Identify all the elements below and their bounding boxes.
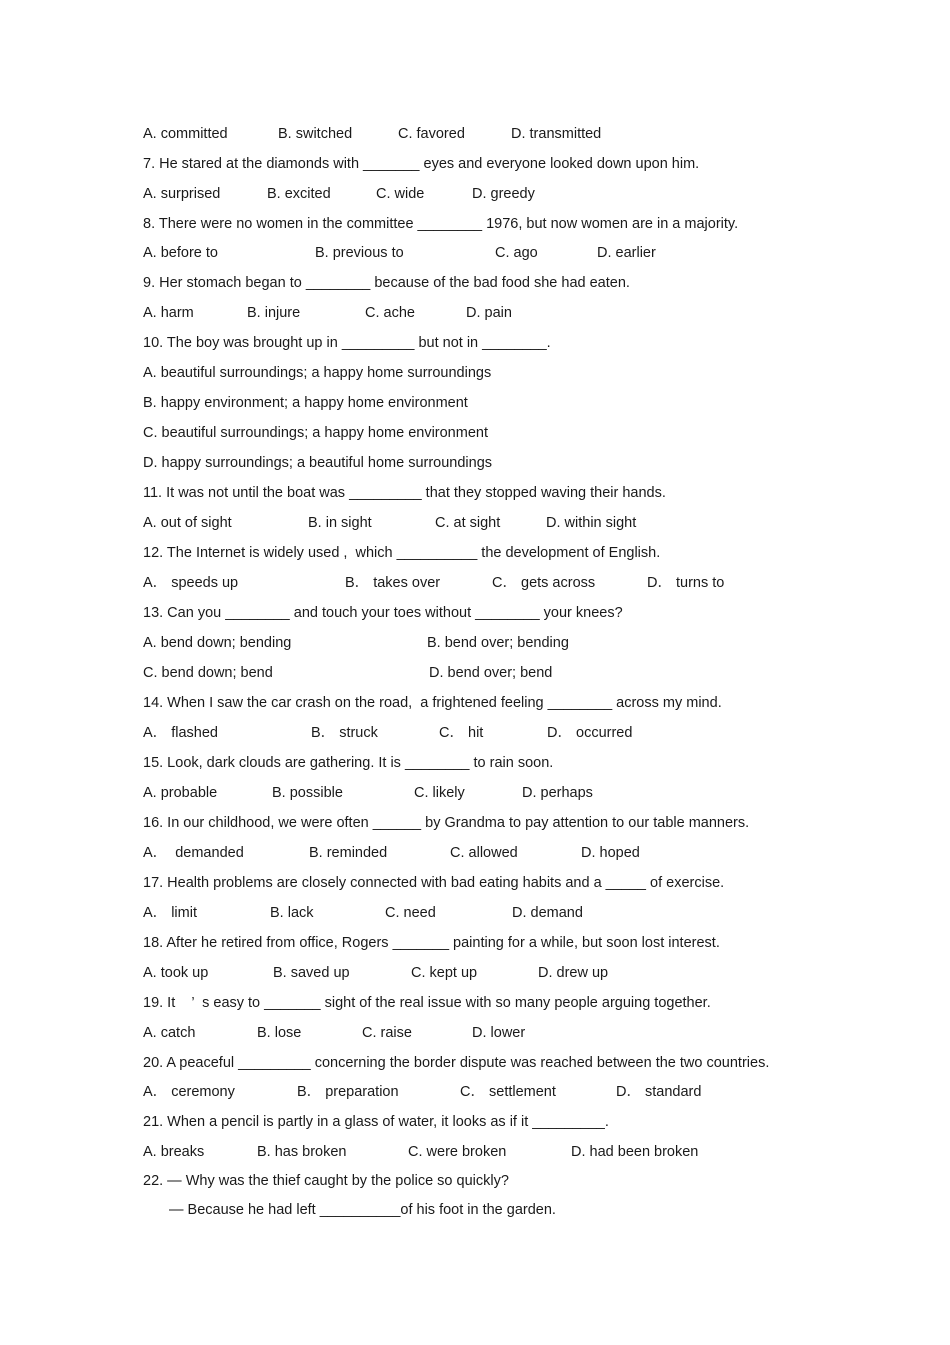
answer-option: B. has broken bbox=[257, 1144, 347, 1160]
question-text: 19. It ’ s easy to _______ sight of the real issue with so many people arguing together. bbox=[143, 995, 711, 1011]
answer-option: C. ago bbox=[495, 245, 538, 261]
answer-option: A． demanded bbox=[143, 845, 244, 861]
answer-option: C. wide bbox=[376, 186, 425, 202]
answer-option: C. at sight bbox=[435, 515, 501, 531]
answer-option: C． gets across bbox=[492, 575, 596, 591]
answer-option: D. perhaps bbox=[522, 785, 593, 801]
answer-option: C. were broken bbox=[408, 1144, 507, 1160]
question-text: — Because he had left __________of his foot in the garden. bbox=[169, 1202, 556, 1218]
answer-option: B. bend over; bending bbox=[427, 635, 569, 651]
answer-option: B. possible bbox=[272, 785, 343, 801]
answer-option: B． takes over bbox=[345, 575, 441, 591]
answer-option: A. probable bbox=[143, 785, 218, 801]
question-text: 17. Health problems are closely connected with bad eating habits and a _____ of exercise. bbox=[143, 875, 725, 891]
answer-option: A． limit bbox=[143, 905, 197, 921]
question-text: 10. The boy was brought up in _________ but not in ________. bbox=[143, 335, 551, 351]
question-text: 18. After he retired from office, Rogers _______ painting for a while, but soon lost interest. bbox=[143, 935, 720, 951]
answer-option: B. lack bbox=[270, 905, 314, 921]
answer-option: D． turns to bbox=[647, 575, 725, 591]
answer-option: C. likely bbox=[414, 785, 465, 801]
answer-option: A. took up bbox=[143, 965, 209, 981]
answer-option: B． struck bbox=[311, 725, 378, 741]
question-text: 12. The Internet is widely used , which __________ the development of English. bbox=[143, 545, 661, 561]
answer-option: A. breaks bbox=[143, 1144, 205, 1160]
answer-option: B. injure bbox=[247, 305, 301, 321]
answer-option: A. catch bbox=[143, 1025, 196, 1041]
answer-option: B. excited bbox=[267, 186, 331, 202]
answer-option: C. kept up bbox=[411, 965, 478, 981]
answer-option: D. transmitted bbox=[511, 126, 602, 142]
answer-option: B. switched bbox=[278, 126, 353, 142]
answer-option: C. favored bbox=[398, 126, 465, 142]
answer-option: A． flashed bbox=[143, 725, 218, 741]
answer-option: D. greedy bbox=[472, 186, 535, 202]
answer-option: D. drew up bbox=[538, 965, 609, 981]
question-text: D. happy surroundings; a beautiful home surroundings bbox=[143, 455, 493, 471]
answer-option: B. reminded bbox=[309, 845, 388, 861]
answer-option: D. pain bbox=[466, 305, 512, 321]
answer-option: A. surprised bbox=[143, 186, 221, 202]
answer-option: A. committed bbox=[143, 126, 228, 142]
question-text: 9. Her stomach began to ________ because of the bad food she had eaten. bbox=[143, 275, 630, 291]
answer-option: C. raise bbox=[362, 1025, 412, 1041]
answer-option: B． preparation bbox=[297, 1084, 399, 1100]
answer-option: A． ceremony bbox=[143, 1084, 235, 1100]
answer-option: D. had been broken bbox=[571, 1144, 699, 1160]
question-text: 15. Look, dark clouds are gathering. It is ________ to rain soon. bbox=[143, 755, 554, 771]
answer-option: B. in sight bbox=[308, 515, 372, 531]
question-text: 22. — Why was the thief caught by the police so quickly? bbox=[143, 1173, 509, 1189]
question-text: 8. There were no women in the committee ________ 1976, but now women are in a majority. bbox=[143, 216, 739, 232]
answer-option: D. demand bbox=[512, 905, 583, 921]
question-text: 16. In our childhood, we were often ______ by Grandma to pay attention to our table manners. bbox=[143, 815, 750, 831]
answer-option: D． occurred bbox=[547, 725, 633, 741]
answer-option: C. need bbox=[385, 905, 436, 921]
answer-option: A. before to bbox=[143, 245, 218, 261]
answer-option: C. ache bbox=[365, 305, 415, 321]
question-text: 11. It was not until the boat was _________ that they stopped waving their hands. bbox=[143, 485, 666, 501]
question-text: 21. When a pencil is partly in a glass of water, it looks as if it _________. bbox=[143, 1114, 609, 1130]
answer-option: C. allowed bbox=[450, 845, 518, 861]
question-text: 14. When I saw the car crash on the road, a frightened feeling ________ across my mind. bbox=[143, 695, 722, 711]
answer-option: A. out of sight bbox=[143, 515, 232, 531]
answer-option: A. bend down; bending bbox=[143, 635, 292, 651]
answer-option: A． speeds up bbox=[143, 575, 239, 591]
answer-option: B. previous to bbox=[315, 245, 404, 261]
answer-option: D． standard bbox=[616, 1084, 702, 1100]
answer-option: A. harm bbox=[143, 305, 194, 321]
question-text: 7. He stared at the diamonds with _______ eyes and everyone looked down upon him. bbox=[143, 156, 700, 172]
answer-option: D. bend over; bend bbox=[429, 665, 553, 681]
answer-option: D. earlier bbox=[597, 245, 656, 261]
answer-option: D. lower bbox=[472, 1025, 526, 1041]
answer-option: C． hit bbox=[439, 725, 484, 741]
answer-option: C. bend down; bend bbox=[143, 665, 273, 681]
answer-option: B. saved up bbox=[273, 965, 350, 981]
answer-option: C． settlement bbox=[460, 1084, 556, 1100]
question-text: A. beautiful surroundings; a happy home surroundings bbox=[143, 365, 492, 381]
answer-option: B. lose bbox=[257, 1025, 302, 1041]
answer-option: D. hoped bbox=[581, 845, 640, 861]
question-text: B. happy environment; a happy home environment bbox=[143, 395, 468, 411]
question-text: 20. A peaceful _________ concerning the border dispute was reached between the two countries. bbox=[143, 1055, 770, 1071]
answer-option: D. within sight bbox=[546, 515, 637, 531]
question-text: 13. Can you ________ and touch your toes without ________ your knees? bbox=[143, 605, 623, 621]
question-text: C. beautiful surroundings; a happy home environment bbox=[143, 425, 488, 441]
